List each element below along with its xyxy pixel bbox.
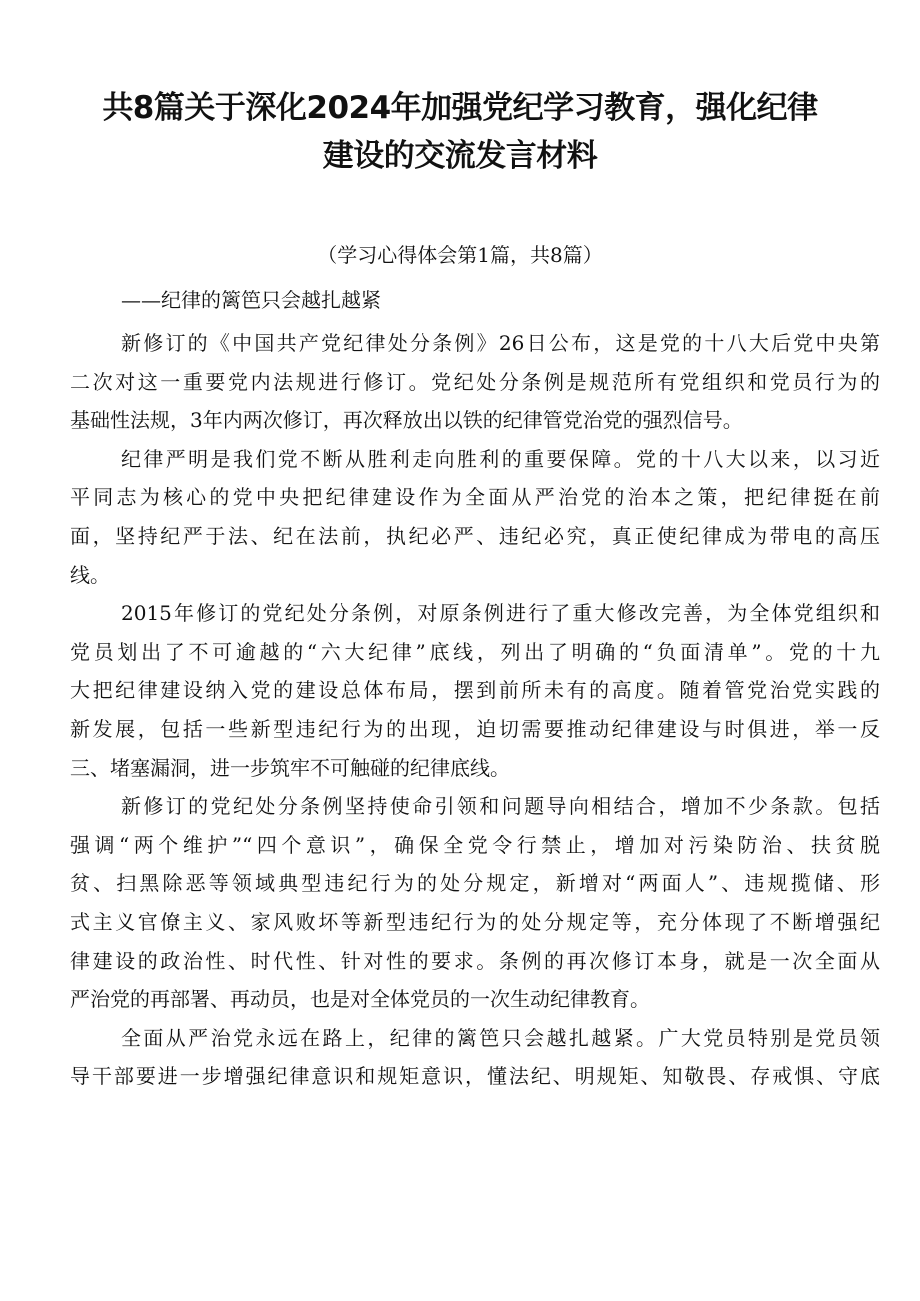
document-subtitle: （学习心得体会第1篇，共8篇） <box>317 243 603 267</box>
paragraph-line: 贫、扫黑除恶等领域典型违纪行为的处分规定，新增对“两面人”、违规揽储、形 <box>70 871 880 896</box>
paragraph-line: 面，坚持纪严于法、纪在法前，执纪必严、违纪必究，真正使纪律成为带电的高压 <box>70 523 880 548</box>
paragraph-line: 二次对这一重要党内法规进行修订。党纪处分条例是规范所有党组织和党员行为的 <box>70 369 880 394</box>
paragraph-line: 基础性法规，3年内两次修订，再次释放出以铁的纪律管党治党的强烈信号。 <box>70 408 743 433</box>
paragraph-4 <box>70 787 880 1019</box>
paragraph-line: 纪律严明是我们党不断从胜利走向胜利的重要保障。党的十八大以来，以习近 <box>121 446 880 471</box>
paragraph-line: 新修订的《中国共产党纪律处分条例》26日公布，这是党的十八大后党中央第 <box>121 331 880 355</box>
title-line-1: 共8篇关于深化2024年加强党纪学习教育，强化纪律 <box>102 90 818 126</box>
paragraph-line: 律建设的政治性、时代性、针对性的要求。条例的再次修订本身，就是一次全面从 <box>70 948 880 973</box>
paragraph-3 <box>70 594 880 787</box>
paragraph-line: 导干部要进一步增强纪律意识和规矩意识，懂法纪、明规矩、知敬畏、存戒惧、守底 <box>70 1064 880 1089</box>
title-line-2: 建设的交流发言材料 <box>322 138 598 174</box>
section-heading: ——纪律的篱笆只会越扎越紧 <box>121 288 381 312</box>
paragraph-line: 全面从严治党永远在路上，纪律的篱笆只会越扎越紧。广大党员特别是党员领 <box>121 1025 880 1050</box>
paragraph-line: 强调“两个维护”“四个意识”，确保全党令行禁止，增加对污染防治、扶贫脱 <box>70 832 880 857</box>
paragraph-line: 党员划出了不可逾越的“六大纪律”底线，列出了明确的“负面清单”。党的十九 <box>70 639 880 664</box>
paragraph-line: 大把纪律建设纳入党的建设总体布局，摆到前所未有的高度。随着管党治党实践的 <box>70 678 880 703</box>
paragraph-line: 线。 <box>70 562 110 587</box>
document-body <box>70 324 880 1096</box>
paragraph-line: 新发展，包括一些新型违纪行为的出现，迫切需要推动纪律建设与时俱进，举一反 <box>70 716 880 741</box>
paragraph-line: 式主义官僚主义、家风败坏等新型违纪行为的处分规定等，充分体现了不断增强纪 <box>70 909 880 934</box>
paragraph-line: 新修订的党纪处分条例坚持使命引领和问题导向相结合，增加不少条款。包括 <box>121 794 880 819</box>
paragraph-2 <box>70 440 880 594</box>
document-title <box>60 84 860 180</box>
paragraph-line: 三、堵塞漏洞，进一步筑牢不可触碰的纪律底线。 <box>70 755 510 780</box>
paragraph-line: 2015年修订的党纪处分条例，对原条例进行了重大修改完善，为全体党组织和 <box>121 601 880 626</box>
paragraph-1 <box>70 324 880 440</box>
paragraph-line: 平同志为核心的党中央把纪律建设作为全面从严治党的治本之策，把纪律挺在前 <box>70 485 880 510</box>
paragraph-line: 严治党的再部署、再动员，也是对全体党员的一次生动纪律教育。 <box>70 987 650 1012</box>
paragraph-5 <box>70 1019 880 1096</box>
